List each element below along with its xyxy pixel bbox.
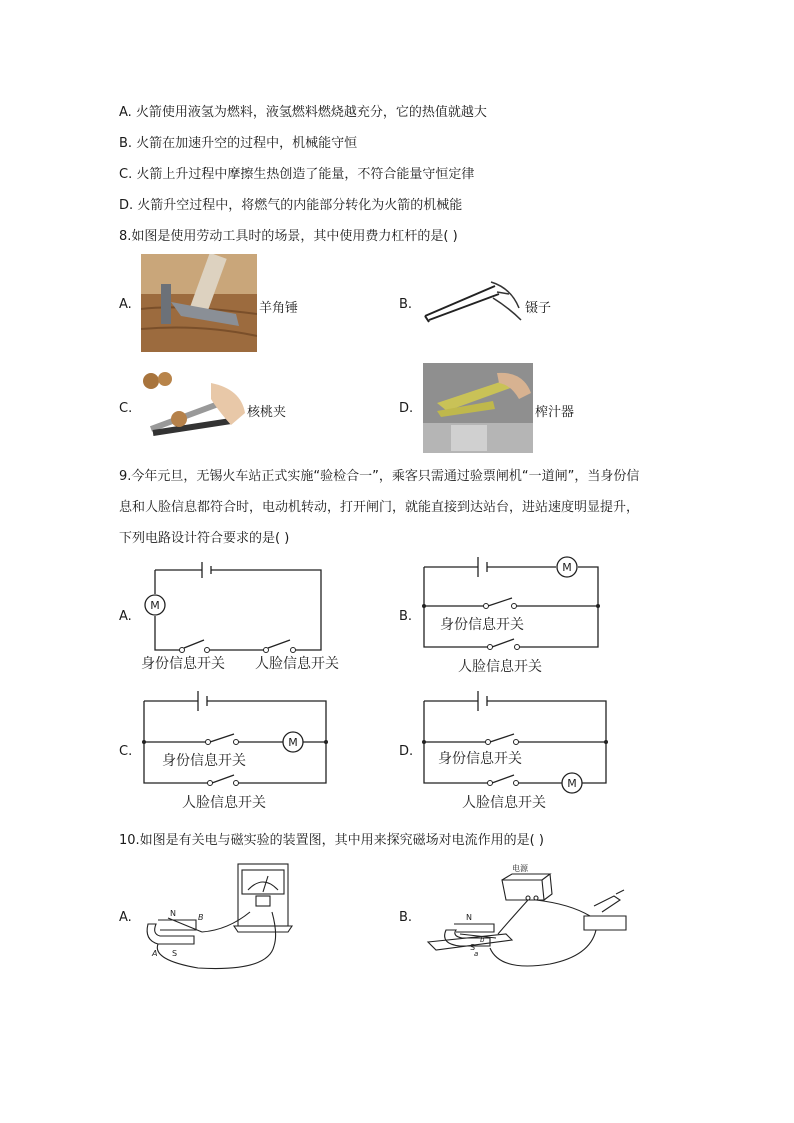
- circuit-c-motor-label: M: [288, 736, 298, 749]
- circuit-b-id-switch-label: 身份信息开关: [440, 617, 524, 633]
- q10a-label-b: B: [198, 913, 204, 922]
- q10-option-a-letter: A.: [119, 910, 132, 925]
- q9-stem-line-2: 息和人脸信息都符合时，电动机转动，打开闸门，就能直接到达站台，进站速度明显提升，: [119, 500, 640, 515]
- q7-option-c: C. 火箭上升过程中摩擦生热创造了能量，不符合能量守恒定律: [119, 167, 475, 182]
- circuit-d-motor-label: M: [567, 777, 577, 790]
- circuit-c-face-switch-label: 人脸信息开关: [182, 795, 266, 811]
- circuit-a-diagram: [138, 558, 360, 674]
- circuit-d-diagram: [418, 685, 612, 813]
- circuit-a-id-switch-label: 身份信息开关: [141, 656, 225, 672]
- motor-principle-experiment-diagram: [420, 860, 636, 972]
- circuit-c-diagram: [138, 685, 330, 813]
- q10b-label-b: b: [480, 936, 485, 944]
- circuit-d-id-switch-label: 身份信息开关: [438, 751, 522, 767]
- circuit-a-motor-label: M: [150, 599, 160, 612]
- nutcracker-image: [141, 369, 246, 443]
- q10b-label-s: S: [470, 943, 476, 952]
- q8-option-b-letter: B.: [399, 297, 413, 312]
- circuit-b-motor-label: M: [562, 561, 572, 574]
- q8-option-a-caption: 羊角锤: [259, 301, 299, 316]
- hammer-image: [141, 254, 257, 352]
- q9-option-c-letter: C.: [119, 744, 133, 759]
- q8-option-c-caption: 核桃夹: [247, 405, 287, 420]
- q7-option-d: D. 火箭升空过程中，将燃气的内能部分转化为火箭的机械能: [119, 198, 463, 213]
- circuit-b-face-switch-label: 人脸信息开关: [458, 659, 542, 675]
- q10b-label-a: a: [474, 950, 479, 958]
- q8-option-a-letter: A.: [119, 297, 132, 312]
- galvanometer-experiment-diagram: [138, 860, 298, 972]
- q10b-label-n: N: [466, 913, 472, 922]
- circuit-c-id-switch-label: 身份信息开关: [162, 753, 246, 769]
- q8-stem: 8.如图是使用劳动工具时的场景，其中使用费力杠杆的是( ): [119, 229, 458, 244]
- q9-option-d-letter: D.: [399, 744, 414, 759]
- q8-option-d-caption: 榨汁器: [535, 405, 575, 420]
- q10-stem: 10.如图是有关电与磁实验的装置图，其中用来探究磁场对电流作用的是( ): [119, 833, 544, 848]
- juicer-image: [423, 363, 533, 453]
- tweezers-image: [421, 278, 525, 328]
- q9-option-b-letter: B.: [399, 609, 413, 624]
- q10-option-b-letter: B.: [399, 910, 413, 925]
- q9-stem-line-1: 9.今年元旦，无锡火车站正式实施“验检合一”，乘客只需通过验票闸机“一道闸”，当身份信: [119, 469, 640, 484]
- q8-option-c-letter: C.: [119, 401, 133, 416]
- q7-option-b: B. 火箭在加速升空的过程中，机械能守恒: [119, 136, 358, 151]
- q10a-label-a: A: [152, 949, 158, 958]
- q10a-label-n: N: [170, 909, 176, 918]
- q7-option-a: A. 火箭使用液氢为燃料，液氢燃料燃烧越充分，它的热值就越大: [119, 105, 487, 120]
- q9-option-a-letter: A.: [119, 609, 132, 624]
- q10b-power-label: 电源: [512, 864, 528, 873]
- q9-stem-line-3: 下列电路设计符合要求的是( ): [119, 531, 290, 546]
- q8-option-b-caption: 镊子: [525, 301, 552, 316]
- circuit-a-face-switch-label: 人脸信息开关: [255, 656, 339, 672]
- circuit-b-diagram: [418, 551, 608, 677]
- q8-option-d-letter: D.: [399, 401, 414, 416]
- circuit-d-face-switch-label: 人脸信息开关: [462, 795, 546, 811]
- q10a-label-s: S: [172, 949, 178, 958]
